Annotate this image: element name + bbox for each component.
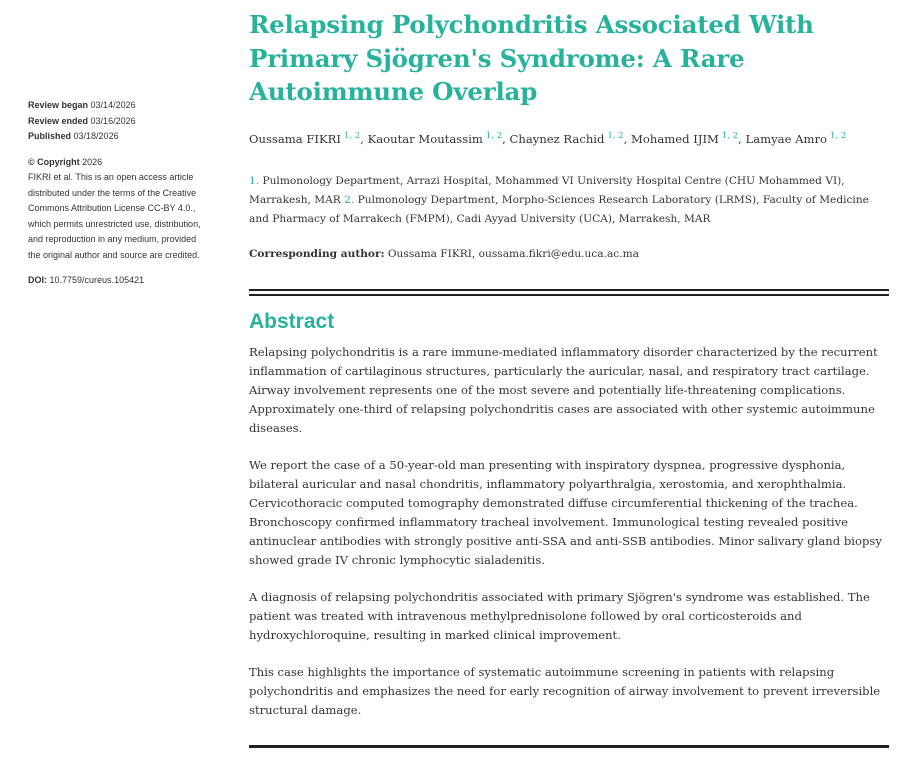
author-name[interactable]: Lamyae Amro	[745, 131, 828, 146]
abstract-paragraph: A diagnosis of relapsing polychondritis associated with primary Sjögren's syndrome was established. The patient was treated with intravenous methylprednisolone followed by oral corticosteroids and hydroxychloroquine, resulting in marked clinical improvement.	[249, 590, 870, 643]
license-line: distributed under the terms of the Creative	[28, 187, 197, 198]
copyright-block	[28, 155, 228, 264]
license-line: FIKRI et al. This is an open access article	[28, 172, 194, 182]
author-affiliation-marker: 1, 2	[485, 130, 503, 141]
affiliations	[249, 172, 889, 229]
license-line: which permits unrestricted use, distribution,	[28, 218, 201, 229]
published-label: Published	[28, 131, 72, 141]
review-ended	[28, 114, 228, 130]
copyright	[28, 155, 228, 171]
author-list: Oussama FIKRI $^{1, 2}$, Kaoutar Moutassim $^{1, 2}$, Chaynez Rachid $^{1, 2}$, Mohamed IJIM $^{1, 2}$, Lamyae Amro $^{1, 2}$	[249, 130, 847, 146]
article-title: Relapsing Polychondritis Associated With Primary Sjögren's Syndrome: A Rare Autoimmune Overlap	[249, 10, 814, 106]
license-line: and reproduction in any medium, provided	[28, 234, 197, 244]
author-affiliation-marker: 1, 2	[607, 130, 624, 141]
review-dates	[28, 98, 228, 145]
bottom-divider	[249, 745, 889, 748]
author-name[interactable]: Chaynez Rachid	[509, 131, 605, 146]
author-affiliation-marker: 1, 2	[830, 130, 847, 141]
author-name[interactable]: Mohamed IJIM	[631, 131, 719, 146]
corresponding-author-value[interactable]: Oussama FIKRI, oussama.fikri@edu.uca.ac.ma	[387, 248, 639, 261]
review-ended-label: Review ended	[28, 115, 89, 126]
review-ended-date: 03/16/2026	[90, 115, 136, 126]
affiliation-number: 2.	[344, 194, 355, 207]
affiliation-text: Pulmonology Department, Arrazi Hospital, Mohammed VI University Hospital Centre (CHU Mohammed VI), Marrakesh, MAR	[249, 175, 845, 207]
article-metadata-sidebar	[28, 98, 228, 299]
license-line: the original author and source are credited.	[28, 249, 200, 260]
doi-label: DOI:	[28, 275, 47, 285]
corresponding-author	[249, 246, 889, 262]
author-name[interactable]: Oussama FIKRI	[249, 131, 341, 146]
copyright-label: © Copyright	[28, 156, 80, 167]
affiliation-number: 1.	[249, 175, 260, 188]
review-began-label: Review began	[28, 100, 89, 110]
abstract-paragraph: Relapsing polychondritis is a rare immune-mediated inflammatory disorder characterized by the recurrent inflammation of cartilaginous structures, particularly the auricular, nasal, and respiratory tract cartilage. Airway involvement represents one of the most severe and potentially life-threatening complications. Approximately one-third of relapsing polychondritis cases are associated with other systemic autoimmune diseases.	[249, 345, 878, 436]
author-affiliation-marker: 1, 2	[343, 130, 361, 141]
article-main	[249, 8, 889, 738]
published-date: 03/18/2026	[73, 131, 119, 141]
review-began-date: 03/14/2026	[90, 100, 136, 110]
abstract-paragraph: This case highlights the importance of systematic autoimmune screening in patients with relapsing polychondritis and emphasizes the need for early recognition of airway involvement to prevent irreversible structural damage.	[249, 665, 881, 718]
abstract-paragraph: We report the case of a 50-year-old man presenting with inspiratory dyspnea, progressive dysphonia, bilateral auricular and nasal chondritis, inflammatory polyarthralgia, xerostomia, and xerophthalmia. Cervicothoracic computed tomography demonstrated diffuse circumferential thickening of the trachea. Bronchoscopy confirmed inflammatory tracheal involvement. Immunological testing revealed positive antinuclear antibodies with strongly positive anti-SSA and anti-SSB antibodies. Minor salivary gland biopsy showed grade IV chronic lymphocytic sialadenitis.	[249, 458, 882, 568]
author-affiliation-marker: 1, 2	[721, 130, 739, 141]
corresponding-author-label: Corresponding author:	[249, 248, 385, 261]
author-name[interactable]: Kaoutar Moutassim	[367, 131, 483, 146]
copyright-year: 2026	[82, 156, 103, 167]
abstract-heading: Abstract	[249, 310, 335, 334]
section-divider	[249, 289, 889, 296]
review-began	[28, 98, 228, 114]
license-line: Commons Attribution License CC-BY 4.0.,	[28, 203, 196, 213]
published	[28, 129, 228, 145]
doi	[28, 273, 228, 289]
doi-value[interactable]: 10.7759/cureus.105421	[49, 275, 145, 285]
affiliation-text: Pulmonology Department, Morpho-Sciences Research Laboratory (LRMS), Faculty of Medicine and Pharmacy of Marrakech (FMPM), Cadi Ayyad University (UCA), Marrakesh, MAR	[249, 194, 869, 226]
